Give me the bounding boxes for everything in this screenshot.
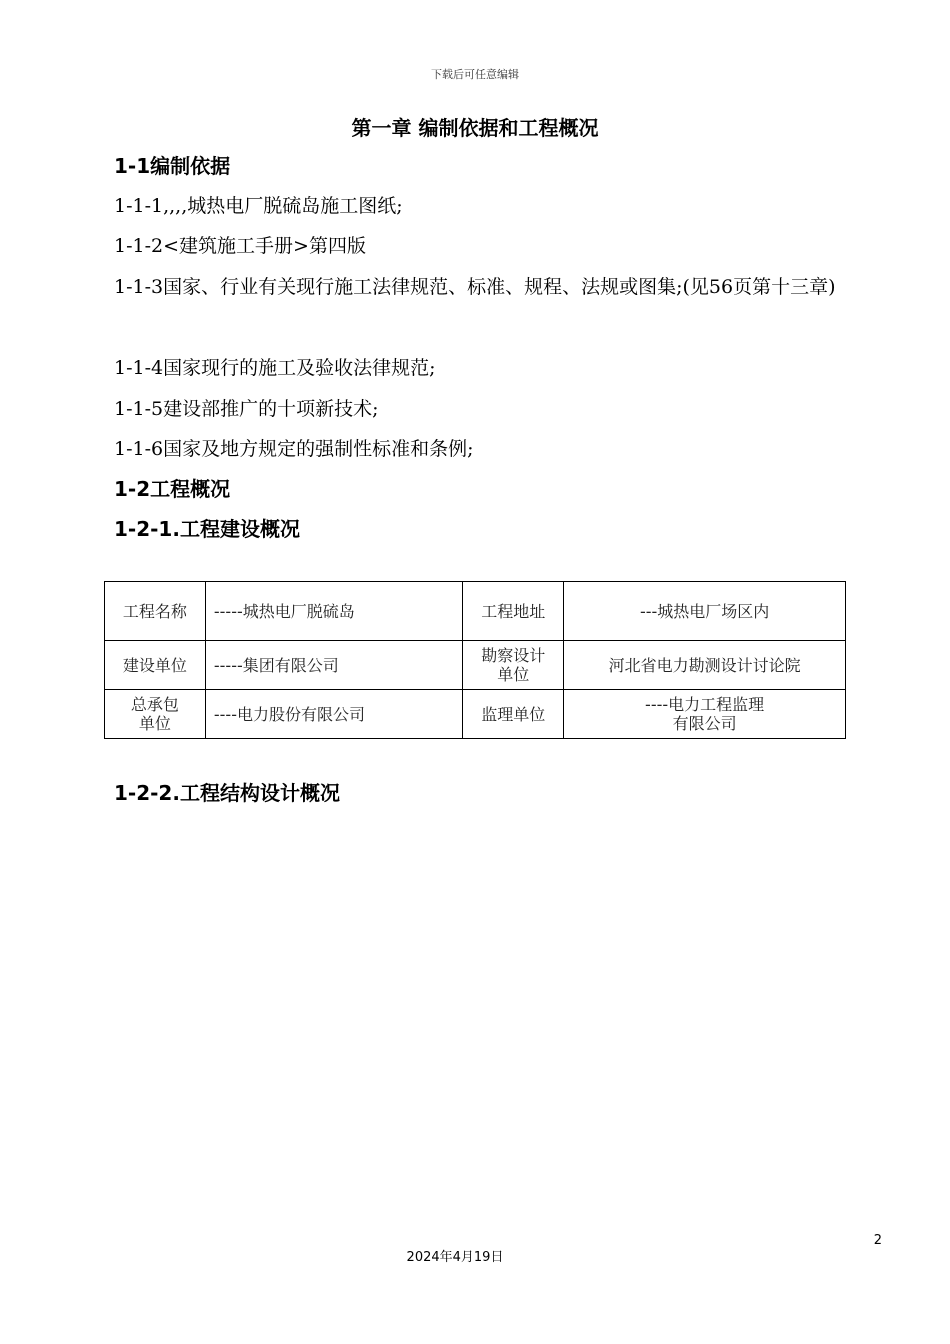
subsection-heading-1-2-2: 1-2-2.工程结构设计概况 (114, 781, 340, 805)
list-item: 1-1-1,,,,城热电厂脱硫岛施工图纸; (114, 195, 403, 217)
list-item: 1-1-3国家、行业有关现行施工法律规范、标准、规程、法规或图集;(见56页第十三章) (114, 276, 836, 298)
table-cell-value: -----集团有限公司 (205, 641, 462, 690)
table-row (105, 582, 846, 641)
table-cell-label: 工程地址 (463, 582, 564, 641)
table-cell-label: 勘察设计单位 (463, 641, 564, 690)
table-cell-label: 工程名称 (105, 582, 206, 641)
subsection-heading-1-2-1: 1-2-1.工程建设概况 (114, 517, 300, 541)
list-item: 1-1-4国家现行的施工及验收法律规范; (114, 357, 436, 379)
table-cell-value: -----城热电厂脱硫岛 (205, 582, 462, 641)
list-item: 1-1-5建设部推广的十项新技术; (114, 398, 379, 420)
section-heading-1-1: 1-1编制依据 (114, 154, 231, 178)
project-info-table (104, 581, 846, 739)
page-header: 下载后可任意编辑 (431, 68, 519, 81)
table-row (105, 690, 846, 739)
table-cell-label: 总承包单位 (105, 690, 206, 739)
table-cell-label: 监理单位 (463, 690, 564, 739)
table-cell-label: 建设单位 (105, 641, 206, 690)
table-cell-value: ----电力股份有限公司 (205, 690, 462, 739)
list-item: 1-1-2<建筑施工手册>第四版 (114, 235, 366, 257)
chapter-title: 第一章 编制依据和工程概况 (351, 116, 599, 140)
table-cell-value: ----电力工程监理有限公司 (564, 690, 846, 739)
page-number: 2 (873, 1233, 882, 1248)
list-item: 1-1-6国家及地方规定的强制性标准和条例; (114, 438, 474, 460)
table-row (105, 641, 846, 690)
table-cell-value: ---城热电厂场区内 (564, 582, 846, 641)
section-heading-1-2: 1-2工程概况 (114, 477, 231, 501)
table-cell-value: 河北省电力勘测设计讨论院 (564, 641, 846, 690)
page-footer-date: 2024年4月19日 (406, 1250, 504, 1265)
